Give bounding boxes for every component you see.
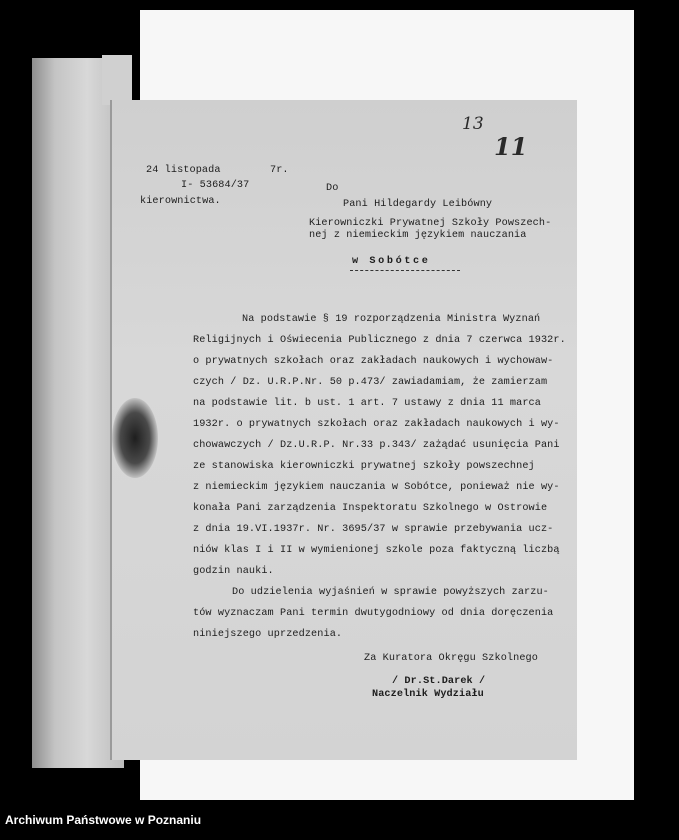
body-line: z dnia 19.VI.1937r. Nr. 3695/37 w sprawie przebywania ucz- [193, 524, 554, 535]
signature-name: / Dr.St.Darek / [392, 676, 486, 687]
place-underline [350, 270, 460, 271]
recipient-to: Do [326, 183, 339, 194]
archive-footer: Archiwum Państwowe w Poznaniu [5, 813, 202, 827]
body-line: czych / Dz. U.R.P.Nr. 50 p.473/ zawiadamiam, że zamierzam [193, 377, 548, 388]
body-line: z niemieckim językiem nauczania w Sobótce, ponieważ nie wy- [193, 482, 560, 493]
left-page-edge-top [102, 55, 132, 105]
reference-number: I- 53684/37 [181, 180, 250, 191]
folio-number-main: 11 [494, 132, 528, 161]
recipient-place: w Sobótce [352, 256, 431, 267]
signature-authority: Za Kuratora Okręgu Szkolnego [364, 653, 538, 664]
body-line: godzin nauki. [193, 566, 274, 577]
body-line: Na podstawie § 19 rozporządzenia Ministra Wyznań [242, 314, 541, 325]
folio-number-circled: 13 [462, 114, 484, 134]
body-line: ze stanowiska kierowniczki prywatnej szkoły powszechnej [193, 461, 535, 472]
recipient-name: Pani Hildegardy Leibówny [343, 199, 493, 210]
recipient-title-line2: nej z niemieckim językiem nauczania [309, 230, 527, 241]
body-line: niów klas I i II w wymienionej szkole poza faktyczną liczbą [193, 545, 560, 556]
document-date: 24 listopada [146, 165, 221, 176]
recipient-title-line1: Kierowniczki Prywatnej Szkoły Powszech- [309, 218, 552, 229]
body-line: o prywatnych szkołach oraz zakładach naukowych i wychowaw- [193, 356, 554, 367]
document-year: 7r. [270, 165, 289, 176]
body-line: 1932r. o prywatnych szkołach oraz zakładach naukowych i wy- [193, 419, 560, 430]
closing-line: tów wyznaczam Pani termin dwutygodniowy od dnia doręczenia [193, 608, 554, 619]
body-line: chowawczych / Dz.U.R.P. Nr.33 p.343/ zażądać usunięcia Pani [193, 440, 560, 451]
body-line: Religijnych i Oświecenia Publicznego z dnia 7 czerwca 1932r. [193, 335, 566, 346]
body-line: konała Pani zarządzenia Inspektoratu Szkolnego w Ostrowie [193, 503, 548, 514]
closing-line: Do udzielenia wyjaśnień w sprawie powyższych zarzu- [232, 587, 549, 598]
closing-line: niniejszego uprzedzenia. [193, 629, 343, 640]
issuing-office: kierownictwa. [140, 196, 221, 207]
body-line: na podstawie lit. b ust. 1 art. 7 ustawy z dnia 11 marca [193, 398, 541, 409]
signature-position: Naczelnik Wydziału [372, 689, 484, 700]
burn-stain [112, 398, 158, 478]
